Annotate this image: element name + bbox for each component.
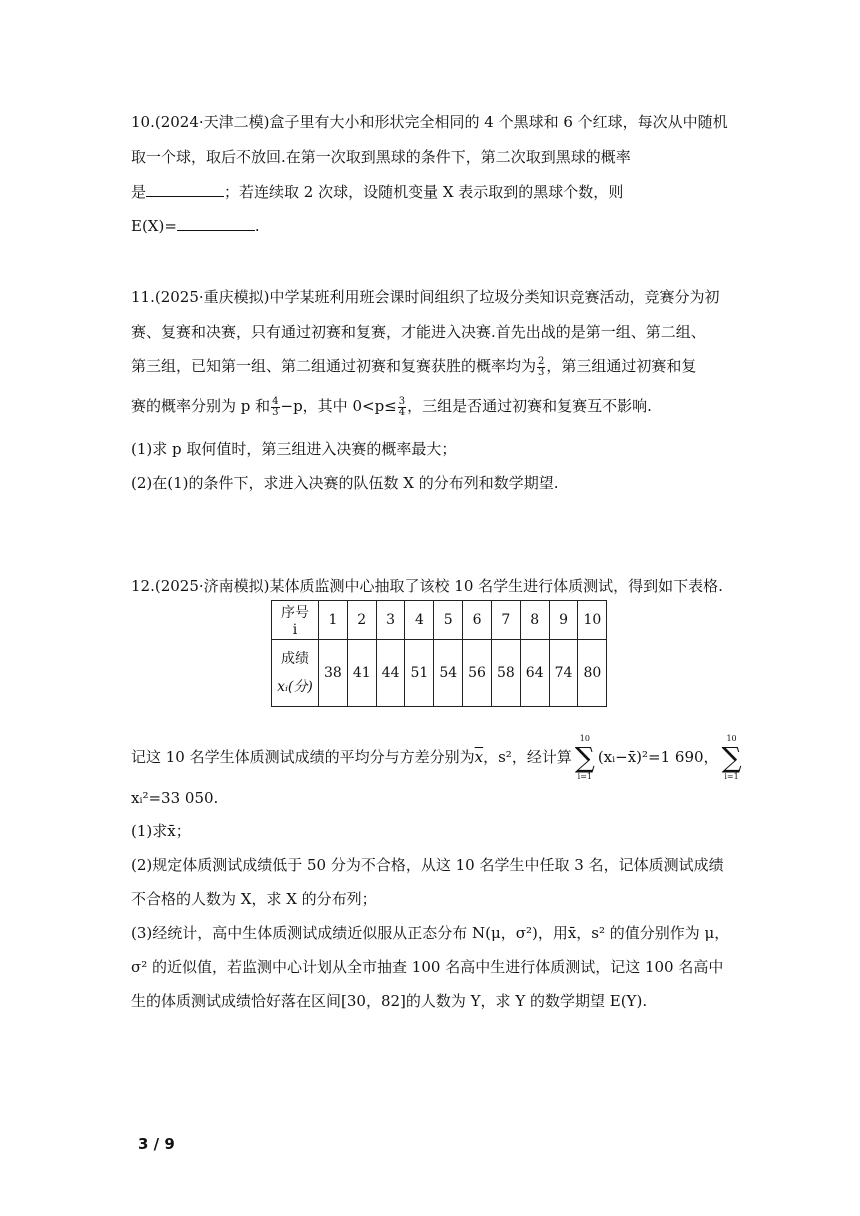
score-label-1: 成绩	[281, 651, 309, 667]
sigma-lower: i=1	[577, 772, 592, 781]
table-cell: 38	[319, 640, 348, 707]
table-cell: 58	[491, 640, 520, 707]
table-cell: 8	[520, 601, 549, 640]
fraction-numerator: 3	[398, 395, 406, 407]
table-cell: 44	[376, 640, 405, 707]
q12-part-3-line-1: (3)经统计，高中生体质测试成绩近似服从正态分布 N(μ，σ²)，用x̄，s² 的值分别作为 μ，	[131, 924, 730, 942]
q11-line-2: 赛、复赛和决赛，只有通过初赛和复赛，才能进入决赛.首先出战的是第一组、第二组、	[131, 323, 706, 341]
answer-blank-2[interactable]	[177, 215, 255, 231]
table-row-index	[272, 601, 607, 640]
table-cell: 51	[405, 640, 434, 707]
fraction-three-quarters	[398, 397, 406, 418]
q12-line-2-pre: 记这 10 名学生体质测试成绩的平均分与方差分别为	[131, 748, 475, 766]
fraction-denominator: 4	[398, 406, 406, 418]
q10-line-4	[131, 215, 260, 236]
q12-part-2-line-2: 不合格的人数为 X，求 X 的分布列；	[131, 890, 377, 908]
table-cell: 54	[434, 640, 463, 707]
q12-line-2-sum: (xᵢ−x̄)²=1 690，	[597, 748, 719, 766]
q11-line-3-post: ，第三组通过初赛和复	[546, 357, 697, 375]
table-cell: 2	[347, 601, 376, 640]
summation-symbol-2	[722, 734, 742, 782]
q10-line-3-post: ；若连续取 2 次球，设随机变量 X 表示取到的黑球个数，则	[224, 183, 624, 201]
answer-blank-1[interactable]	[146, 181, 224, 197]
table-cell: 3	[376, 601, 405, 640]
q12-line-2	[131, 734, 745, 782]
table-cell: 74	[549, 640, 578, 707]
table-header-index: 序号 i	[272, 601, 319, 640]
fraction-two-thirds	[537, 357, 545, 378]
q11-line-4	[131, 396, 652, 418]
table-cell: 56	[463, 640, 492, 707]
q10-line-3	[131, 181, 623, 202]
fraction-numerator: 2	[538, 355, 545, 367]
q10-line-4-pre: E(X)=	[131, 217, 177, 235]
table-cell: 5	[434, 601, 463, 640]
table-row-scores	[272, 640, 607, 707]
q10-line-1: 10.(2024·天津二模)盒子里有大小和形状完全相同的 4 个黑球和 6 个红球，每次从中随机	[131, 113, 728, 131]
mean-symbol: $\overline{x}$	[474, 748, 484, 766]
q12-part-3-line-2: σ² 的近似值，若监测中心计划从全市抽查 100 名高中生进行体质测试，记这 100 名高中	[131, 958, 724, 976]
q12-line-1: 12.(2025·济南模拟)某体质监测中心抽取了该校 10 名学生进行体质测试，得到如下表格.	[131, 577, 723, 595]
score-table	[271, 600, 607, 707]
table-cell: 41	[347, 640, 376, 707]
q12-part-1: (1)求x̄；	[131, 822, 191, 840]
summation-symbol-1	[575, 734, 595, 782]
q11-line-4-a: 赛的概率分别为 p 和	[131, 397, 271, 415]
q12-line-2-mid: ，s²，经计算	[483, 748, 572, 766]
fraction-numerator: 4	[272, 395, 279, 407]
sigma-upper: 10	[579, 734, 590, 743]
q11-line-3	[131, 356, 696, 378]
q12-part-3-line-3: 生的体质测试成绩恰好落在区间[30，82]的人数为 Y，求 Y 的数学期望 E(Y).	[131, 992, 648, 1010]
q10-line-3-pre: 是	[131, 183, 147, 201]
q11-line-1: 11.(2025·重庆模拟)中学某班利用班会课时间组织了垃圾分类知识竞赛活动，竞赛分为初	[131, 288, 720, 306]
page-number: 3 / 9	[138, 1135, 175, 1153]
table-cell: 10	[578, 601, 607, 640]
score-label-2: xᵢ(分)	[277, 679, 313, 695]
fraction-denominator: 3	[538, 366, 545, 378]
q12-part-2-line-1: (2)规定体质测试成绩低于 50 分为不合格，从这 10 名学生中任取 3 名，记体质测试成绩	[131, 856, 724, 874]
table-header-score	[272, 640, 319, 707]
table-cell: 4	[405, 601, 434, 640]
sigma-glyph: ∑	[574, 741, 595, 774]
q11-line-4-c: ，三组是否通过初赛和复赛互不影响.	[407, 397, 652, 415]
table-cell: 64	[520, 640, 549, 707]
q11-line-4-b: −p，其中 0<p≤	[280, 397, 397, 415]
sigma-lower: i=1	[724, 772, 739, 781]
table-cell: 6	[463, 601, 492, 640]
q10-line-4-post: .	[254, 217, 260, 235]
table-cell: 80	[578, 640, 607, 707]
table-cell: 9	[549, 601, 578, 640]
q12-line-3: xᵢ²=33 050.	[131, 789, 219, 807]
fraction-four-thirds	[271, 397, 279, 418]
table-cell: 1	[319, 601, 348, 640]
sigma-upper: 10	[726, 734, 737, 743]
q10-line-2: 取一个球，取后不放回.在第一次取到黑球的条件下，第二次取到黑球的概率	[131, 148, 631, 166]
table-cell: 7	[491, 601, 520, 640]
q11-line-3-pre: 第三组，已知第一组、第二组通过初赛和复赛获胜的概率均为	[131, 357, 537, 375]
q11-part-1: (1)求 p 取何值时，第三组进入决赛的概率最大；	[131, 440, 457, 458]
q11-part-2: (2)在(1)的条件下，求进入决赛的队伍数 X 的分布列和数学期望.	[131, 474, 559, 492]
fraction-denominator: 3	[272, 406, 279, 418]
sigma-glyph: ∑	[721, 741, 742, 774]
